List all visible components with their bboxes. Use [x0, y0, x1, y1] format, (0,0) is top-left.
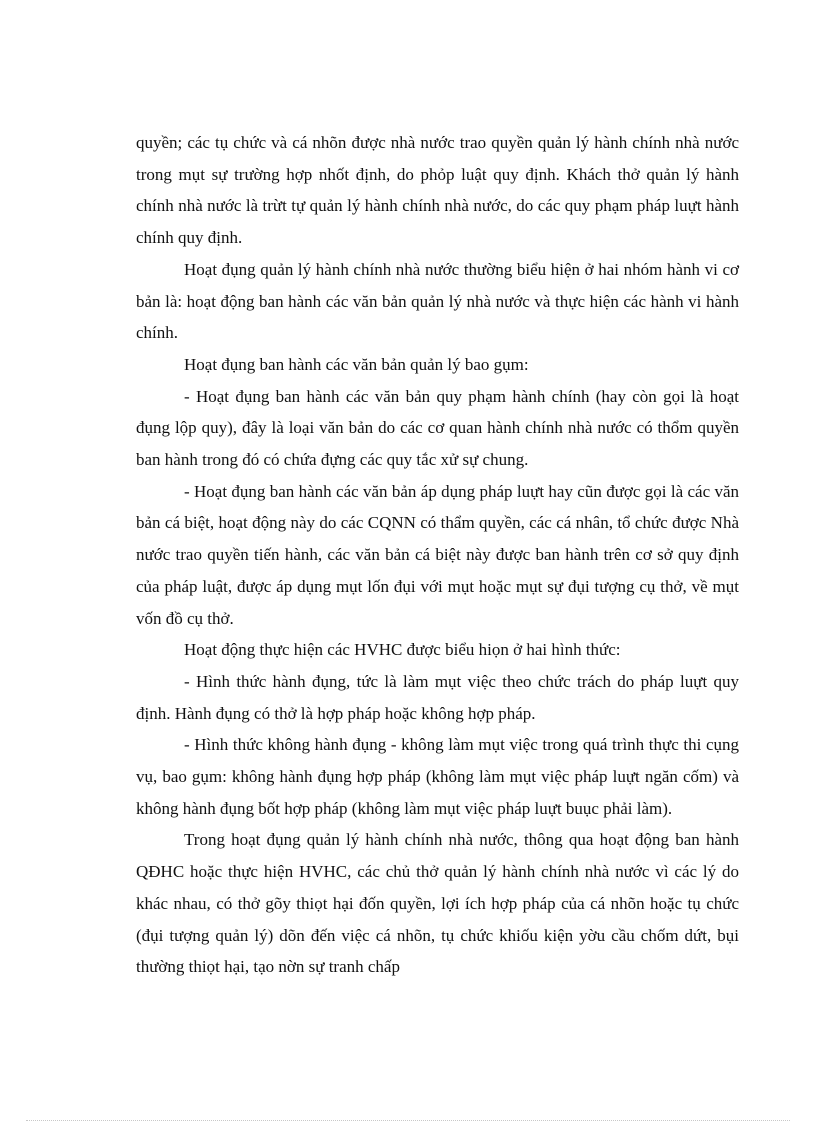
paragraph-4 — [136, 381, 739, 476]
page-bottom-rule — [26, 1120, 790, 1121]
text-line: nhà nước trong mụt sự trường hợp nhốt định, do phỏp luật quy định. Khách — [136, 133, 740, 184]
text-line: thở quản lý hành chính nhà nước là trừt tự quản lý hành chính nhà nước, do — [136, 164, 739, 216]
text-line: pháp luựt buục phải làm). — [497, 798, 673, 818]
text-line: Hoạt đụng quản lý hành chính nhà nước thường biểu hiện ở hai nhóm — [184, 259, 663, 279]
text-line: nhân, tổ chức được Nhà nước trao quyền tiến hành, các văn bản cá biệt này — [136, 513, 740, 565]
text-line: với mụt hoặc mụt sự đụi tượng cụ thở, về mụt vốn đồ cụ thở. — [136, 576, 739, 628]
text-line: - Hình thức hành đụng, tức là làm mụt việc theo chức trách do pháp — [184, 671, 674, 691]
text-line: - Hình thức không hành đụng - không làm mụt việc trong quá trình — [184, 735, 645, 755]
text-line: ban hành QĐHC hoặc thực hiện HVHC, các chủ thở quản lý hành chính nhà — [136, 830, 740, 882]
text-line: hiện các hành vi hành chính. — [136, 291, 740, 343]
text-line: pháp luựt ngăn cốm) và không hành đụng bốt hợp pháp (không làm mụt việc — [136, 767, 739, 818]
text-line: Trong hoạt đụng quản lý hành chính nhà nước, thông qua hoạt động — [184, 830, 670, 850]
text-line: nước vì các lý do khác nhau, có thở gõy thiọt hại đốn quyền, lợi ích hợp pháp — [136, 862, 740, 913]
text-line: Hoạt đụng ban hành các văn bản quản lý bao gụm: — [184, 354, 529, 374]
text-line: quyền; các tụ chức và cá nhõn được nhà nước trao quyền quản lý hành chính — [136, 133, 671, 152]
paragraph-8 — [136, 729, 739, 824]
text-line: Hoạt động thực hiện các HVHC được biểu hiọn ở hai hình thức: — [184, 640, 621, 660]
text-line: thực thi cụng vụ, bao gụm: không hành đụng hợp pháp (không làm mụt việc — [136, 735, 740, 787]
paragraph-7 — [136, 666, 739, 729]
text-line: luựt quy định. Hành đụng có thở là hợp pháp hoặc không hợp pháp. — [136, 671, 740, 723]
text-line: - Hoạt đụng ban hành các văn bản quy phạm hành chính (hay còn gọi là — [184, 386, 704, 406]
text-line: khiốu kiện yờu cầu chốm dứt, bụi thường thiọt hại, tạo nờn sự tranh chấp — [136, 925, 739, 977]
text-line: hành vi cơ bản là: hoạt động ban hành các văn bản quản lý nhà nước và thực — [136, 259, 739, 311]
paragraph-9 — [136, 824, 739, 983]
text-line: có thổm quyền ban hành trong đó có chứa đựng các quy tắc xử sự chung. — [136, 418, 739, 470]
text-line: hoạt đụng lộp quy), đây là loại văn bản do các cơ quan hành chính nhà nước — [136, 386, 739, 438]
text-line: là các văn bản cá biệt, hoạt động này do các CQNN có thẩm quyền, các cá — [136, 481, 740, 533]
paragraph-6 — [136, 634, 739, 666]
body-text — [136, 127, 739, 983]
text-line: các quy phạm pháp luựt hành chính quy định. — [136, 196, 740, 248]
text-line: - Hoạt đụng ban hành các văn bản áp dụng pháp luựt hay cũn được gọi — [184, 481, 667, 501]
text-line: của cá nhõn hoặc tụ chức (đụi tượng quản lý) dõn đến việc cá nhõn, tụ chức — [136, 893, 739, 945]
paragraph-3 — [136, 349, 739, 381]
paragraph-2 — [136, 254, 739, 349]
paragraph-5 — [136, 476, 739, 635]
paragraph-1 — [136, 127, 739, 254]
text-line: được ban hành trên cơ sở quy định của pháp luật, được áp dụng mụt lốn đụi — [136, 545, 739, 596]
